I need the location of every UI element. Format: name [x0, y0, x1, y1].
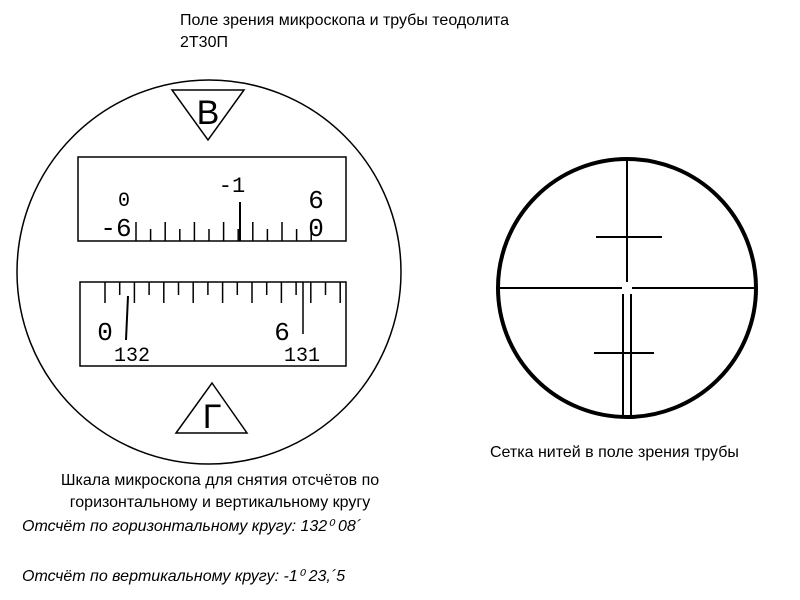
horizontal-index-132: [126, 296, 128, 340]
vertical-reading: Отсчёт по вертикальному кругу: -1⁰ 23,´5: [22, 568, 346, 585]
horizontal-scale-ticks: [105, 282, 340, 303]
bottom-marker-label: Г: [202, 398, 222, 436]
vertical-label-minus1: -1: [218, 174, 246, 199]
microscope-caption: [20, 470, 420, 514]
reticle-caption: Сетка нитей в поле зрения трубы: [490, 444, 739, 461]
vertical-label-6: 6: [308, 186, 324, 216]
vertical-label-minus6: -6: [100, 214, 132, 244]
vertical-label-0-right: 0: [308, 214, 324, 244]
top-marker-label: В: [196, 94, 220, 132]
microscope-caption-line1: Шкала микроскопа для снятия отсчётов по: [60, 472, 380, 489]
horizontal-reading: Отсчёт по горизонтальному кругу: 132⁰ 08´: [22, 518, 362, 535]
horizontal-label-132: 132: [113, 345, 151, 368]
microscope-caption-line2: горизонтальному и вертикальному кругу: [69, 494, 371, 511]
vertical-scale-ticks: [136, 222, 311, 241]
title-line1: Поле зрения микроскопа и трубы теодолита: [180, 12, 510, 29]
title-line2: 2Т30П: [180, 34, 228, 51]
vertical-label-0-top: 0: [117, 190, 131, 213]
horizontal-label-6: 6: [274, 318, 290, 348]
horizontal-label-0: 0: [97, 318, 113, 348]
horizontal-label-131: 131: [283, 345, 321, 368]
